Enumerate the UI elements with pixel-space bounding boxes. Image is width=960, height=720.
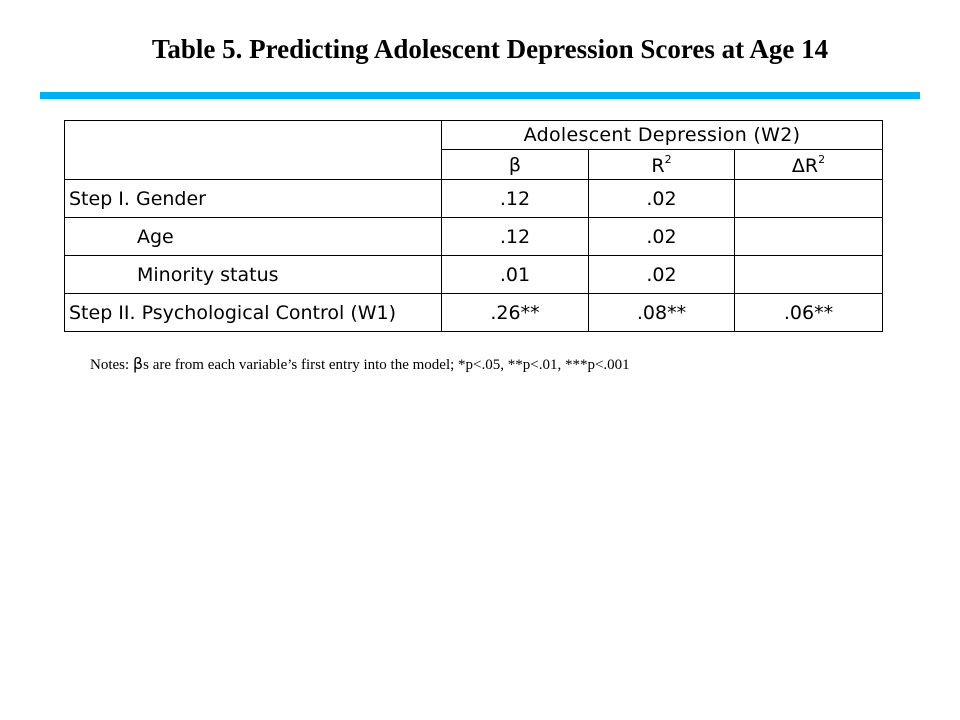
row-label: Age [65, 218, 442, 256]
row-label: Step II. Psychological Control (W1) [65, 294, 442, 332]
page-title: Table 5. Predicting Adolescent Depression Scores at Age 14 [151, 34, 829, 64]
r2-cell: .02 [589, 180, 735, 218]
r2-cell: .02 [589, 256, 735, 294]
table-row [65, 256, 883, 294]
table-notes [90, 354, 630, 374]
results-table [64, 120, 883, 332]
table-row [65, 218, 883, 256]
title-divider-bar [40, 92, 920, 99]
row-label: Step I. Gender [65, 180, 442, 218]
r2-cell: .08** [589, 294, 735, 332]
delta-r2-cell: .06** [735, 294, 883, 332]
title-divider [40, 92, 920, 99]
delta-r2-cell [735, 180, 883, 218]
header-empty-cell [65, 121, 442, 180]
notes-beta-symbol: β [132, 354, 144, 373]
table-row [65, 294, 883, 332]
r2-header [589, 150, 735, 180]
notes-prefix: Notes: [90, 357, 133, 373]
table-row [65, 180, 883, 218]
beta-cell: .12 [442, 218, 589, 256]
notes-text: s are from each variable’s first entry into the model; *p<.05, **p<.01, ***p<.001 [143, 357, 630, 373]
delta-r2-cell [735, 256, 883, 294]
delta-r2-cell [735, 218, 883, 256]
group-header-cell: Adolescent Depression (W2) [442, 121, 883, 150]
beta-header: β [442, 150, 589, 180]
beta-cell: .12 [442, 180, 589, 218]
r2-cell: .02 [589, 218, 735, 256]
delta-r2-header [735, 150, 883, 180]
delta-r2-header-base: ΔR [791, 154, 819, 177]
row-label: Minority status [65, 256, 442, 294]
beta-cell: .01 [442, 256, 589, 294]
r2-header-sup: 2 [664, 152, 672, 166]
delta-r2-header-sup: 2 [818, 152, 826, 166]
r2-header-base: R [651, 154, 665, 177]
header-row-group [65, 121, 883, 150]
beta-cell: .26** [442, 294, 589, 332]
